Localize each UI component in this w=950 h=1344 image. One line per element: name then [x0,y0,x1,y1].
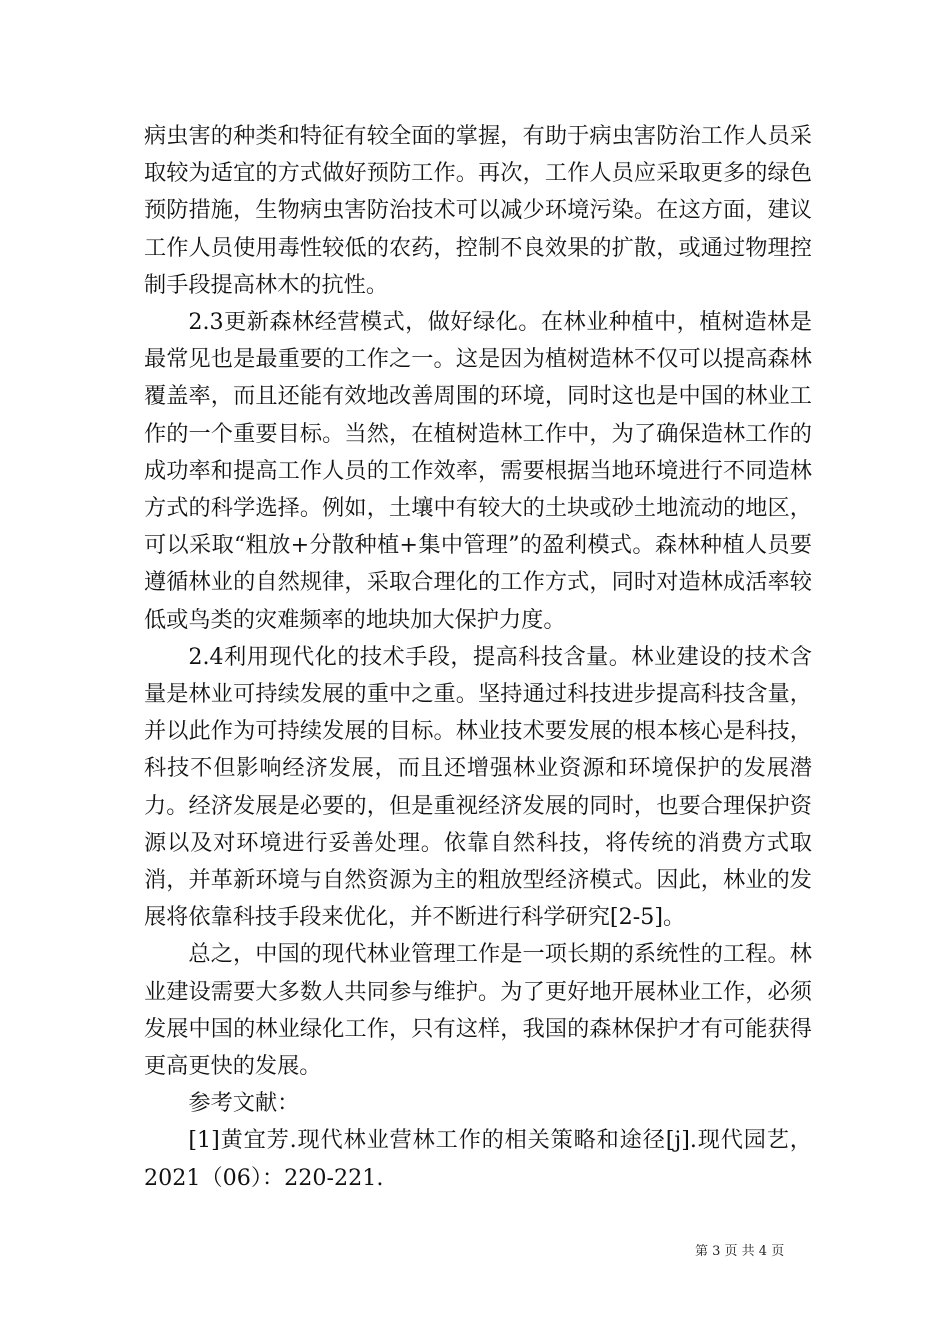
reference-item: [1]黄宜芳.现代林业营林工作的相关策略和途径[j].现代园艺，2021（06）：220-221. [144,1127,812,1191]
document-body [144,118,812,1197]
paragraph-technology: 2.4利用现代化的技术手段，提高科技含量。林业建设的技术含量是林业可持续发展的重中之重。坚持通过科技进步提高科技含量，并以此作为可持续发展的目标。林业技术要发展的根本核心是科技，科技不但影响经济发展，而且还增强林业资源和环境保护的发展潜力。经济发展是必要的，但是重视经济发展的同时，也要合理保护资源以及对环境进行妥善处理。依靠自然科技，将传统的消费方式取消，并革新环境与自然资源为主的粗放型经济模式。因此，林业的发展将依靠科技手段来优化，并不断进行科学研究[2-5]。 [144,643,812,931]
paragraph-conclusion: 总之，中国的现代林业管理工作是一项长期的系统性的工程。林业建设需要大多数人共同参与维护。为了更好地开展林业工作，必须发展中国的林业绿化工作，只有这样，我国的森林保护才有可能获得更高更快的发展。 [144,941,812,1080]
paragraph-pest-control: 病虫害的种类和特征有较全面的掌握，有助于病虫害防治工作人员采取较为适宜的方式做好预防工作。再次，工作人员应采取更多的绿色预防措施，生物病虫害防治技术可以减少环境污染。在这方面，建议工作人员使用毒性较低的农药，控制不良效果的扩散，或通过物理控制手段提高林木的抗性。 [144,123,812,298]
page-number-footer: 第 3 页 共 4 页 [695,1244,785,1259]
references-heading: 参考文献： [188,1090,300,1117]
paragraph-forest-management: 2.3更新森林经营模式，做好绿化。在林业种植中，植树造林是最常见也是最重要的工作之一。这是因为植树造林不仅可以提高森林覆盖率，而且还能有效地改善周围的环境，同时这也是中国的林业工作的一个重要目标。当然，在植树造林工作中，为了确保造林工作的成功率和提高工作人员的工作效率，需要根据当地环境进行不同造林方式的科学选择。例如，土壤中有较大的土块或砂土地流动的地区，可以采取“粗放+分散种植+集中管理”的盈利模式。森林种植人员要遵循林业的自然规律，采取合理化的工作方式，同时对造林成活率较低或鸟类的灾难频率的地块加大保护力度。 [144,309,812,633]
